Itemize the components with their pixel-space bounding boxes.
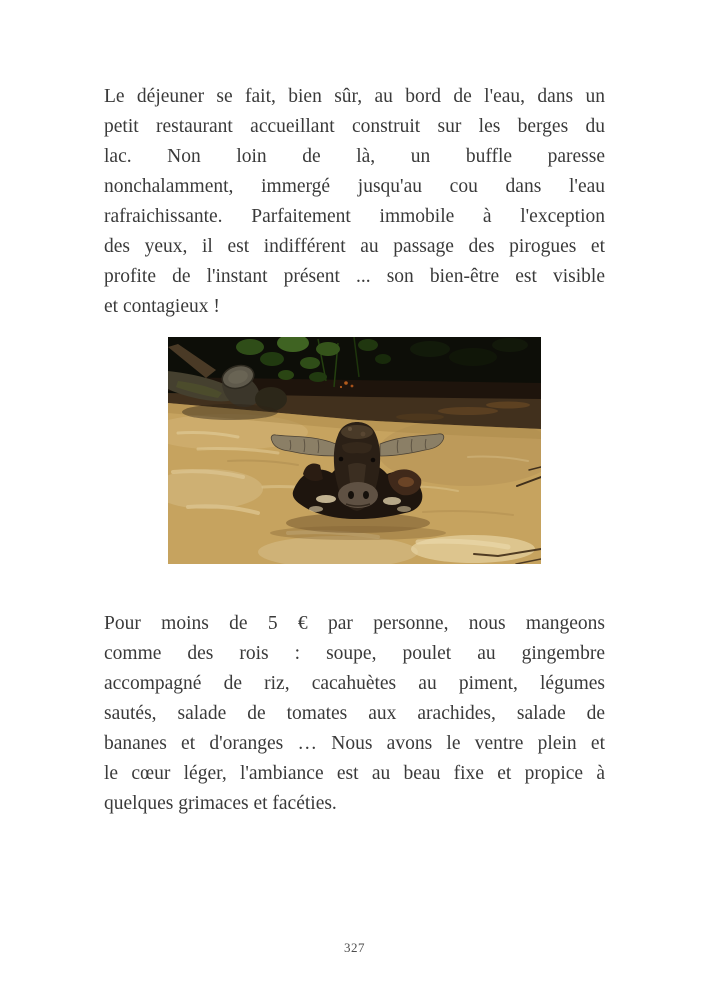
text-line: et contagieux ! (104, 296, 220, 317)
text-line: rafraichissante. Parfaitement immobile à l'exception (104, 206, 605, 227)
buffalo-muzzle (338, 482, 378, 508)
text-line: Pour moins de 5 € par personne, nous mangeons (104, 613, 605, 634)
text-line: nonchalamment, immergé jusqu'au cou dans l'eau (104, 176, 605, 197)
buffalo-photo (168, 337, 541, 564)
page-number: 327 (344, 940, 365, 955)
text-line: des yeux, il est indifférent au passage des pirogues et (104, 236, 605, 257)
text-line: le cœur léger, l'ambiance est au beau fixe et propice à (104, 763, 605, 784)
text-line: Le déjeuner se fait, bien sûr, au bord de l'eau, dans un (104, 86, 605, 107)
text-line: profite de l'instant présent ... son bien-être est visible (104, 266, 605, 287)
text-line: comme des rois : soupe, poulet au gingembre (104, 643, 605, 664)
paragraph-lunch (104, 82, 605, 322)
text-line: quelques grimaces et facéties. (104, 793, 337, 814)
text-line: lac. Non loin de là, un buffle paresse (104, 146, 605, 167)
text-line: accompagné de riz, cacahuètes au piment, légumes (104, 673, 605, 694)
text-line: petit restaurant accueillant construit sur les berges du (104, 116, 605, 137)
text-line: sautés, salade de tomates aux arachides, salade de (104, 703, 605, 724)
paragraph-meal (104, 609, 605, 819)
text-line: bananes et d'oranges … Nous avons le ventre plein et (104, 733, 605, 754)
buffalo-photo-illustration (168, 337, 541, 564)
